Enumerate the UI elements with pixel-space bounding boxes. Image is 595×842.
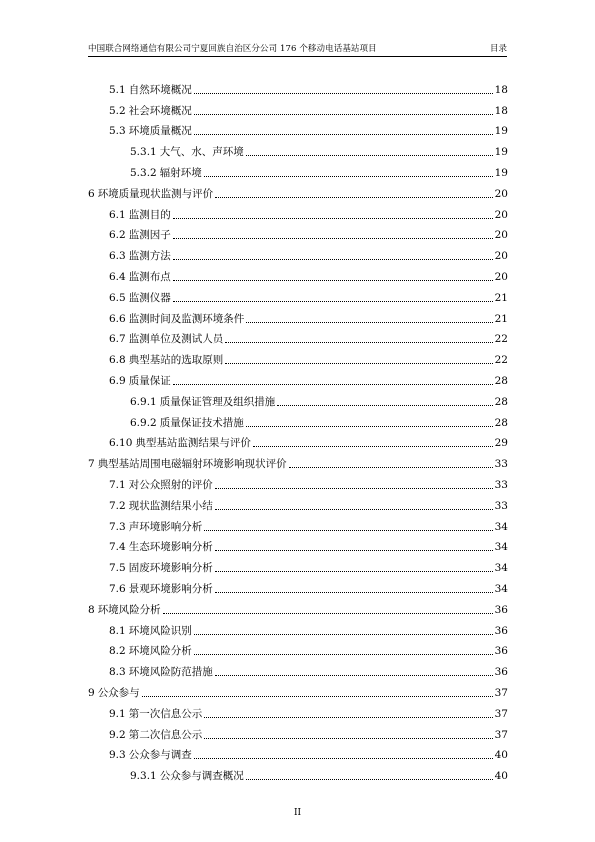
- toc-entry-page: 34: [494, 562, 508, 575]
- toc-entry-title: [109, 270, 171, 284]
- toc-entry-label: 第二次信息公示: [128, 728, 203, 741]
- toc-dot-leader: [215, 509, 493, 510]
- toc-entry-label: 质量保证管理及组织措施: [159, 395, 276, 408]
- page-header: [88, 38, 507, 57]
- toc-entry-page: 22: [494, 333, 508, 346]
- toc-entry-label: 监测目的: [128, 208, 171, 221]
- toc-entry-label: 公众参与: [97, 686, 140, 699]
- toc-entry-number: 7.5: [109, 562, 126, 575]
- toc-dot-leader: [173, 218, 493, 219]
- toc-entry-title: [130, 416, 244, 430]
- toc-dot-leader: [246, 155, 493, 156]
- toc-entry[interactable]: [88, 679, 508, 700]
- toc-entry-page: 21: [494, 291, 508, 304]
- toc-entry-number: 7.4: [109, 541, 126, 554]
- toc-entry-label: 生态环境影响分析: [128, 541, 213, 554]
- toc-entry-label: 自然环境概况: [128, 83, 192, 96]
- table-of-contents: [88, 76, 508, 783]
- toc-entry-number: 6.4: [109, 270, 126, 283]
- toc-entry-label: 监测方法: [128, 250, 171, 263]
- toc-entry-label: 社会环境概况: [128, 104, 192, 117]
- toc-entry-label: 公众参与调查: [128, 749, 192, 762]
- toc-entry-label: 质量保证技术措施: [159, 416, 244, 429]
- toc-entry-label: 大气、水、声环境: [159, 146, 244, 159]
- toc-entry-page: 37: [494, 728, 508, 741]
- toc-entry-page: 40: [494, 770, 508, 783]
- toc-entry[interactable]: [88, 409, 508, 430]
- toc-entry[interactable]: [88, 97, 508, 118]
- toc-entry-label: 现状监测结果小结: [128, 499, 213, 512]
- toc-entry-number: 5.3: [109, 125, 126, 138]
- toc-entry-title: [109, 208, 171, 222]
- toc-entry[interactable]: [88, 471, 508, 492]
- header-title: 中国联合网络通信有限公司宁夏回族自治区分公司 176 个移动电话基站项目: [88, 44, 377, 54]
- toc-dot-leader: [253, 446, 493, 447]
- toc-dot-leader: [225, 342, 492, 343]
- toc-entry-label: 辐射环境: [159, 166, 202, 179]
- toc-entry-number: 6.6: [109, 312, 126, 325]
- toc-entry-title: [109, 374, 171, 388]
- toc-entry-page: 21: [494, 312, 508, 325]
- toc-entry-title: [109, 436, 251, 450]
- toc-entry[interactable]: [88, 180, 508, 201]
- toc-dot-leader: [142, 696, 493, 697]
- toc-entry[interactable]: [88, 76, 508, 97]
- toc-dot-leader: [194, 114, 493, 115]
- toc-entry-title: [109, 624, 192, 638]
- toc-entry-page: 34: [494, 582, 508, 595]
- toc-entry[interactable]: [88, 388, 508, 409]
- toc-dot-leader: [246, 426, 493, 427]
- toc-entry-number: 6.7: [109, 333, 126, 346]
- toc-entry-title: [109, 353, 223, 367]
- toc-entry-page: 37: [494, 707, 508, 720]
- toc-entry-number: 6.2: [109, 229, 126, 242]
- toc-entry-number: 6.3: [109, 250, 126, 263]
- toc-dot-leader: [163, 613, 493, 614]
- toc-entry-number: 9.3.1: [130, 770, 157, 783]
- toc-entry[interactable]: [88, 450, 508, 471]
- toc-entry[interactable]: [88, 596, 508, 617]
- toc-entry-number: 6: [88, 187, 95, 200]
- toc-entry-number: 6.9.1: [130, 395, 157, 408]
- toc-entry-number: 9: [88, 686, 95, 699]
- toc-entry-label: 典型基站周围电磁辐射环境影响现状评价: [97, 458, 287, 471]
- toc-entry[interactable]: [88, 346, 508, 367]
- toc-entry-label: 监测布点: [128, 270, 171, 283]
- toc-entry-label: 监测时间及监测环境条件: [128, 312, 245, 325]
- toc-entry-title: [109, 499, 213, 513]
- toc-entry-page: 29: [494, 437, 508, 450]
- toc-entry[interactable]: [88, 513, 508, 534]
- toc-dot-leader: [173, 280, 493, 281]
- toc-entry-title: [109, 312, 244, 326]
- toc-entry-page: 28: [494, 416, 508, 429]
- toc-entry-label: 监测因子: [128, 229, 171, 242]
- toc-entry-title: [109, 748, 192, 762]
- toc-entry-page: 19: [494, 125, 508, 138]
- toc-dot-leader: [204, 738, 492, 739]
- toc-entry-page: 20: [494, 250, 508, 263]
- toc-entry-title: [109, 124, 192, 138]
- toc-entry-number: 8.2: [109, 645, 126, 658]
- toc-entry[interactable]: [88, 118, 508, 139]
- toc-entry-page: 33: [494, 478, 508, 491]
- toc-entry-number: 6.9.2: [130, 416, 157, 429]
- toc-entry-title: [109, 561, 213, 575]
- toc-entry-page: 18: [494, 104, 508, 117]
- toc-entry-title: [130, 145, 244, 159]
- toc-entry-title: [109, 478, 213, 492]
- toc-entry-title: [109, 104, 192, 118]
- toc-entry-title: [88, 457, 287, 471]
- toc-entry[interactable]: [88, 762, 508, 783]
- toc-entry-title: [130, 395, 275, 409]
- toc-entry[interactable]: [88, 222, 508, 243]
- toc-entry-title: [88, 187, 213, 201]
- toc-entry-number: 9.2: [109, 728, 126, 741]
- toc-dot-leader: [173, 259, 493, 260]
- toc-entry[interactable]: [88, 430, 508, 451]
- toc-dot-leader: [215, 550, 493, 551]
- toc-entry-title: [130, 769, 244, 783]
- toc-dot-leader: [215, 571, 493, 572]
- header-section: 目录: [489, 44, 507, 54]
- toc-entry-title: [109, 291, 171, 305]
- toc-entry-title: [109, 83, 192, 97]
- toc-dot-leader: [215, 488, 493, 489]
- toc-entry-title: [109, 228, 171, 242]
- toc-entry-label: 质量保证: [128, 374, 171, 387]
- page-number: II: [293, 808, 302, 818]
- toc-entry-number: 7.6: [109, 582, 126, 595]
- toc-dot-leader: [204, 176, 493, 177]
- toc-entry-label: 景观环境影响分析: [128, 582, 213, 595]
- toc-entry[interactable]: [88, 638, 508, 659]
- toc-dot-leader: [194, 758, 493, 759]
- toc-entry-page: 34: [494, 541, 508, 554]
- toc-entry[interactable]: [88, 534, 508, 555]
- toc-entry-page: 22: [494, 354, 508, 367]
- toc-entry-label: 环境风险识别: [128, 624, 192, 637]
- toc-entry-label: 第一次信息公示: [128, 707, 203, 720]
- toc-entry-label: 环境质量现状监测与评价: [97, 187, 214, 200]
- toc-entry-page: 33: [494, 499, 508, 512]
- toc-entry-number: 6.5: [109, 291, 126, 304]
- toc-entry-label: 环境风险防范措施: [128, 666, 213, 679]
- toc-entry-number: 8.1: [109, 624, 126, 637]
- toc-entry-page: 36: [494, 666, 508, 679]
- toc-entry-label: 监测单位及测试人员: [128, 333, 224, 346]
- toc-entry-number: 5.3.1: [130, 146, 157, 159]
- toc-entry[interactable]: [88, 138, 508, 159]
- toc-entry-page: 34: [494, 520, 508, 533]
- toc-dot-leader: [246, 779, 493, 780]
- toc-entry-number: 8: [88, 603, 95, 616]
- toc-dot-leader: [194, 93, 493, 94]
- toc-entry[interactable]: [88, 201, 508, 222]
- toc-entry-label: 固废环境影响分析: [128, 562, 213, 575]
- toc-entry-title: [109, 707, 202, 721]
- toc-dot-leader: [194, 654, 493, 655]
- toc-entry[interactable]: [88, 263, 508, 284]
- toc-entry-page: 20: [494, 208, 508, 221]
- toc-entry-page: 20: [494, 187, 508, 200]
- toc-dot-leader: [277, 405, 492, 406]
- toc-dot-leader: [289, 467, 493, 468]
- toc-entry-number: 6.10: [109, 437, 133, 450]
- toc-entry-title: [109, 665, 213, 679]
- toc-entry-label: 监测仪器: [128, 291, 171, 304]
- toc-dot-leader: [173, 301, 493, 302]
- toc-entry-page: 40: [494, 749, 508, 762]
- toc-entry-label: 环境风险分析: [97, 603, 161, 616]
- toc-dot-leader: [246, 322, 492, 323]
- toc-entry[interactable]: [88, 326, 508, 347]
- toc-entry-number: 6.9: [109, 374, 126, 387]
- toc-dot-leader: [215, 592, 493, 593]
- toc-entry-title: [109, 582, 213, 596]
- toc-entry-page: 19: [494, 146, 508, 159]
- toc-entry-title: [109, 249, 171, 263]
- toc-entry-number: 7: [88, 458, 95, 471]
- toc-dot-leader: [204, 717, 492, 718]
- toc-dot-leader: [215, 675, 493, 676]
- toc-entry-title: [109, 540, 213, 554]
- toc-entry[interactable]: [88, 658, 508, 679]
- toc-entry-page: 36: [494, 603, 508, 616]
- toc-entry-title: [109, 728, 202, 742]
- toc-entry-title: [109, 520, 202, 534]
- toc-entry-page: 20: [494, 229, 508, 242]
- toc-dot-leader: [194, 134, 493, 135]
- toc-entry[interactable]: [88, 700, 508, 721]
- toc-entry-label: 公众参与调查概况: [159, 770, 244, 783]
- toc-entry-page: 18: [494, 83, 508, 96]
- toc-entry-page: 28: [494, 374, 508, 387]
- toc-entry-page: 36: [494, 645, 508, 658]
- toc-entry[interactable]: [88, 742, 508, 763]
- toc-entry-number: 5.1: [109, 83, 126, 96]
- toc-entry-title: [130, 166, 202, 180]
- toc-dot-leader: [194, 634, 493, 635]
- toc-entry-number: 7.2: [109, 499, 126, 512]
- toc-entry[interactable]: [88, 242, 508, 263]
- toc-entry-number: 6.8: [109, 354, 126, 367]
- toc-entry-title: [88, 686, 140, 700]
- toc-entry[interactable]: [88, 575, 508, 596]
- toc-entry-number: 8.3: [109, 666, 126, 679]
- toc-entry[interactable]: [88, 721, 508, 742]
- toc-entry-title: [88, 603, 161, 617]
- toc-entry-number: 5.3.2: [130, 166, 157, 179]
- toc-dot-leader: [173, 238, 493, 239]
- toc-entry[interactable]: [88, 367, 508, 388]
- toc-entry-page: 33: [494, 458, 508, 471]
- toc-entry[interactable]: [88, 284, 508, 305]
- toc-entry-title: [109, 332, 223, 346]
- toc-entry-label: 声环境影响分析: [128, 520, 203, 533]
- toc-entry-label: 典型基站监测结果与评价: [135, 437, 251, 450]
- toc-dot-leader: [225, 363, 492, 364]
- toc-entry-label: 环境风险分析: [128, 645, 192, 658]
- toc-entry-label: 环境质量概况: [128, 125, 192, 138]
- toc-entry-number: 5.2: [109, 104, 126, 117]
- toc-entry[interactable]: [88, 305, 508, 326]
- toc-entry[interactable]: [88, 554, 508, 575]
- toc-entry-label: 典型基站的选取原则: [128, 354, 224, 367]
- toc-entry[interactable]: [88, 159, 508, 180]
- toc-entry-number: 9.1: [109, 707, 126, 720]
- toc-entry-page: 37: [494, 686, 508, 699]
- toc-entry-number: 7.1: [109, 478, 126, 491]
- toc-entry-page: 28: [494, 395, 508, 408]
- toc-entry-number: 6.1: [109, 208, 126, 221]
- toc-entry-title: [109, 644, 192, 658]
- toc-entry[interactable]: [88, 617, 508, 638]
- toc-dot-leader: [173, 384, 493, 385]
- toc-entry-page: 19: [494, 166, 508, 179]
- toc-entry[interactable]: [88, 492, 508, 513]
- toc-entry-number: 7.3: [109, 520, 126, 533]
- toc-dot-leader: [204, 530, 492, 531]
- toc-entry-page: 20: [494, 270, 508, 283]
- toc-entry-page: 36: [494, 624, 508, 637]
- toc-entry-number: 9.3: [109, 749, 126, 762]
- toc-entry-label: 对公众照射的评价: [128, 478, 213, 491]
- toc-dot-leader: [215, 197, 492, 198]
